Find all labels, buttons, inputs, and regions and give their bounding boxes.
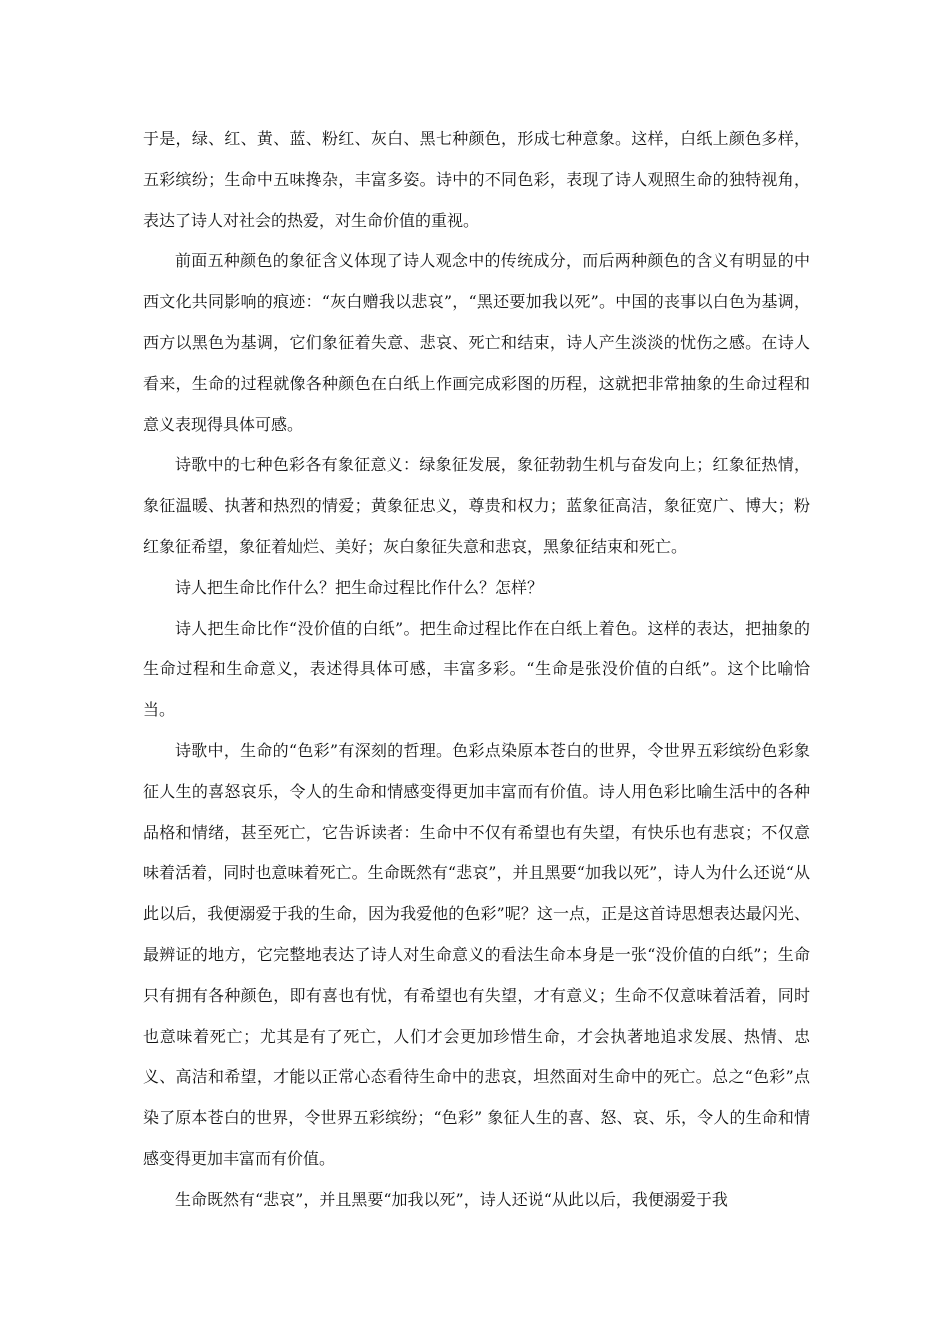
paragraph-7: 生命既然有“悲哀”，并且黑要“加我以死”，诗人还说“从此以后，我便溺爱于我 xyxy=(175,1189,728,1209)
document-body xyxy=(143,119,810,1221)
paragraph-1: 于是，绿、红、黄、蓝、粉红、灰白、黑七种颜色，形成七种意象。这样，白纸上颜色多样，五彩缤纷；生命中五味搀杂，丰富多姿。诗中的不同色彩，表现了诗人观照生命的独特视角，表达了诗人对社会的热爱，对生命价值的重视。 xyxy=(143,129,810,230)
paragraph-5: 诗人把生命比作“没价值的白纸”。把生命过程比作在白纸上着色。这样的表达，把抽象的生命过程和生命意义，表述得具体可感，丰富多彩。“生命是张没价值的白纸”。这个比喻恰当。 xyxy=(143,618,810,720)
paragraph-2: 前面五种颜色的象征含义体现了诗人观念中的传统成分，而后两种颜色的含义有明显的中西文化共同影响的痕迹：“灰白赠我以悲哀”，“黑还要加我以死”。中国的丧事以白色为基调，西方以黑色为基调，它们象征着失意、悲哀、死亡和结束，诗人产生淡淡的忧伤之感。在诗人看来，生命的过程就像各种颜色在白纸上作画完成彩图的历程，这就把非常抽象的生命过程和意义表现得具体可感。 xyxy=(143,251,810,434)
paragraph-4: 诗人把生命比作什么？把生命过程比作什么？怎样？ xyxy=(175,577,544,597)
paragraph-3: 诗歌中的七种色彩各有象征意义：绿象征发展，象征勃勃生机与奋发向上；红象征热情，象征温暖、执著和热烈的情爱；黄象征忠义，尊贵和权力；蓝象征高洁，象征宽广、博大；粉红象征希望，象征着灿烂、美好；灰白象征失意和悲哀，黑象征结束和死亡。 xyxy=(143,455,810,556)
paragraph-6: 诗歌中，生命的“色彩”有深刻的哲理。色彩点染原本苍白的世界，令世界五彩缤纷色彩象征人生的喜怒哀乐，令人的生命和情感变得更加丰富而有价值。诗人用色彩比喻生活中的各种品格和情绪，甚至死亡，它告诉读者：生命中不仅有希望也有失望，有快乐也有悲哀；不仅意味着活着，同时也意味着死亡。生命既然有“悲哀”，并且黑要“加我以死”，诗人为什么还说“从此以后，我便溺爱于我的生命，因为我爱他的色彩”呢？这一点，正是这首诗思想表达最闪光、最辨证的地方，它完整地表达了诗人对生命意义的看法生命本身是一张“没价值的白纸”；生命只有拥有各种颜色，即有喜也有忧，有希望也有失望，才有意义；生命不仅意味着活着，同时也意味着死亡；尤其是有了死亡，人们才会更加珍惜生命，才会执著地追求发展、热情、忠义、高洁和希望，才能以正常心态看待生命中的悲哀，坦然面对生命中的死亡。总之“色彩”点染了原本苍白的世界，令世界五彩缤纷；“色彩” 象征人生的喜、怒、哀、乐，令人的生命和情感变得更加丰富而有价值。 xyxy=(143,740,810,1168)
